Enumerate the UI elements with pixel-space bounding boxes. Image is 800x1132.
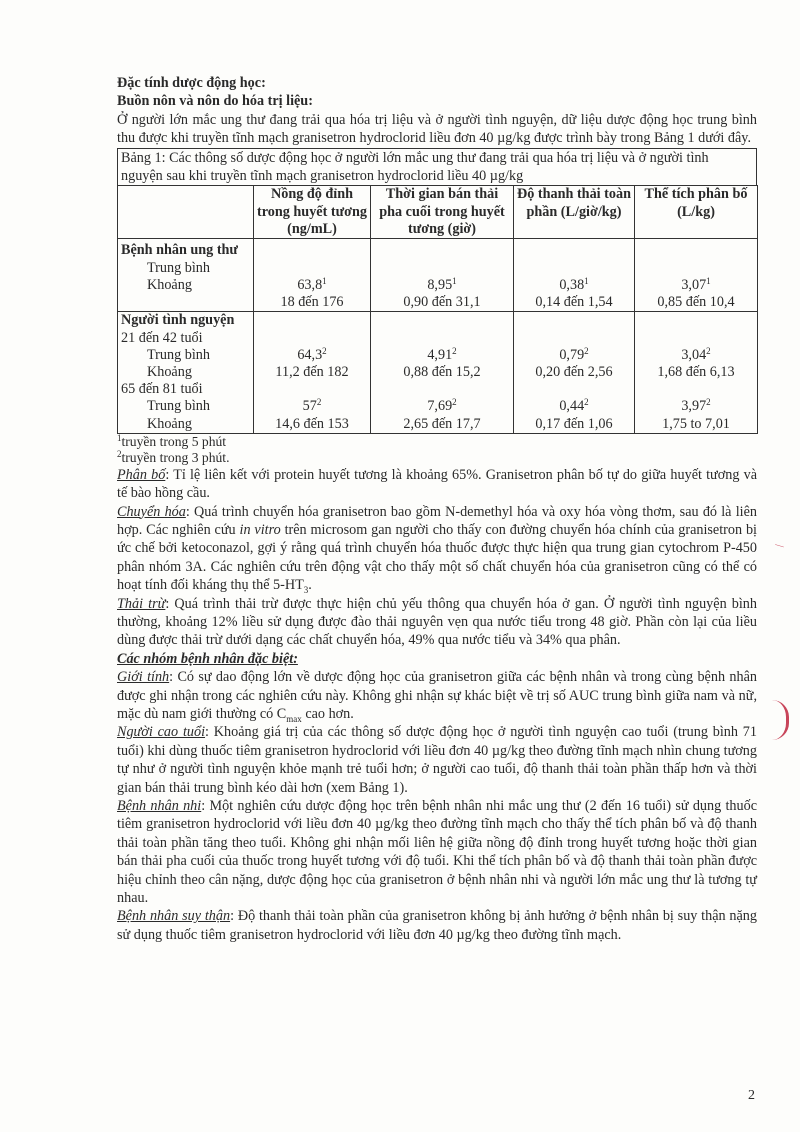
- value: 0,90 đến 31,1: [403, 294, 481, 311]
- age-group-elderly: 65 đến 81 tuổi: [121, 381, 203, 398]
- elimination-label: Thải trừ: [117, 595, 166, 612]
- cell-cancer-volume: 3,07$^1$ 0,85 đến 10,4: [635, 239, 758, 312]
- value: 3,07: [681, 277, 707, 294]
- col-header-halflife: Thời gian bán thải pha cuối trong huyết tương (giờ): [371, 186, 514, 239]
- metabolism-paragraph: Chuyển hóa: Quá trình chuyển hóa granisetron bao gồm N-demethyl hóa và oxy hóa vòng thơm, sau đó là liên hợp. Các nghiên cứu in vitro trên microsom gan người cho thấy con đường chuyển hóa chính của granisetron bị ức chế bởi ketoconazol, gợi ý rằng quá trình chuyển hóa thuốc được thực hiện qua trung gian cytochrom P-450 phân nhóm 3A. Các nghiên cứu trên động vật cho thấy một số chất chuyển hóa của granisetron cũng có thể có hoạt tính đối kháng thụ thể $5-HT_3$.: [117, 503, 757, 595]
- pediatric-label: Bệnh nhân nhi: [117, 798, 202, 815]
- value: 0,85 đến 10,4: [657, 294, 735, 311]
- table-row-cancer: [118, 239, 758, 312]
- row-label-cancer: [118, 239, 254, 312]
- footnote-1: $^1$truyền trong 5 phút: [117, 432, 227, 449]
- stamp-fragment: ⁄: [772, 543, 785, 549]
- label-mean: Trung bình: [147, 398, 210, 415]
- elderly-label: Người cao tuổi: [117, 724, 206, 741]
- label-range: Khoảng: [147, 415, 192, 432]
- group-title-volunteers: Người tình nguyện: [121, 312, 235, 329]
- pk-table: [117, 185, 758, 433]
- document-page: [117, 74, 757, 944]
- col-header-clearance: Độ thanh thải toàn phần (L/giờ/kg): [514, 186, 635, 239]
- intro-paragraph: Ở người lớn mắc ung thư đang trải qua hóa trị liệu và ở người tình nguyện, dữ liệu dược động học trung bình thu được khi truyền tĩnh mạch granisetron hydroclorid liều đơn 40 µg/kg được trình bày trong Bảng 1 dưới đây.: [117, 111, 757, 147]
- value: 0,38: [559, 277, 585, 294]
- special-populations-heading: Các nhóm bệnh nhân đặc biệt:: [117, 650, 298, 667]
- age-group-young: 21 đến 42 tuổi: [121, 329, 203, 346]
- pk-heading: Đặc tính dược động học:: [117, 75, 266, 91]
- elimination-paragraph: Thải trừ: Quá trình thải trừ được thực hiện chủ yếu thông qua chuyển hóa ở gan. Ở người tình nguyện bình thường, khoảng 12% liều sử dụng được đào thải nguyên vẹn qua nước tiểu trong 48 giờ. Phần còn lại của liều dùng được thải trừ dưới dạng các chất chuyển hóa, 49% qua nước tiểu và 34% qua phân.: [117, 595, 757, 649]
- renal-label: Bệnh nhân suy thận: [117, 908, 231, 925]
- value: 0,14 đến 1,54: [535, 294, 613, 311]
- cell-volunteers-peak: 64,3$^2$ 11,2 đến 182 $57^2$ 14,6 đến 153: [254, 312, 371, 433]
- elderly-paragraph: Người cao tuổi: Khoảng giá trị của các thông số dược động học ở người tình nguyện cao tuổi (trung bình 71 tuổi) khi dùng thuốc tiêm granisetron hydroclorid với liều đơn 40 µg/kg theo đường tĩnh mạch nhìn chung tương tự như ở người tình nguyện khỏe mạnh trẻ tuổi hơn; ở người cao tuổi, độ thanh thải toàn phần thấp hơn và thời gian bán thải trung bình kéo dài hơn (xem Bảng 1).: [117, 724, 757, 796]
- label-mean: Trung bình: [147, 346, 210, 363]
- cell-cancer-peak: 63,8$^1$ 18 đến 176: [254, 239, 371, 312]
- metabolism-label: Chuyển hóa: [117, 503, 186, 520]
- page-number: 2: [748, 1088, 755, 1103]
- cell-cancer-halflife: 8,95$^1$ 0,90 đến 31,1: [371, 239, 514, 312]
- gender-label: Giới tính: [117, 669, 170, 686]
- col-header-volume: Thể tích phân bố (L/kg): [635, 186, 758, 239]
- table-row-volunteers: [118, 312, 758, 433]
- cell-volunteers-volume: 3,04$^2$ 1,68 đến 6,13 3,97$^2$ 1,75 to 7,01: [635, 312, 758, 433]
- nausea-heading: Buồn nôn và nôn do hóa trị liệu:: [117, 93, 313, 110]
- cell-volunteers-clearance: 0,79$^2$ 0,20 đến 2,56 0,44$^2$ 0,17 đến 1,06: [514, 312, 635, 433]
- group-title-cancer: Bệnh nhân ung thư: [121, 242, 238, 259]
- table-caption: Bảng 1: Các thông số dược động học ở người lớn mắc ung thư đang trải qua hóa trị liệu và ở người tình nguyện sau khi truyền tĩnh mạch granisetron hydroclorid liều 40 µg/kg: [117, 148, 757, 186]
- distribution-paragraph: Phân bố: Tỉ lệ liên kết với protein huyết tương là khoảng 65%. Granisetron phân bố tự do giữa huyết tương và tế bào hồng cầu.: [117, 466, 758, 502]
- cell-volunteers-halflife: 4,91$^2$ 0,88 đến 15,2 7,69$^2$ 2,65 đến 17,7: [371, 312, 514, 433]
- label-range: Khoảng: [147, 277, 192, 294]
- distribution-label: Phân bố: [117, 466, 166, 483]
- label-range: Khoảng: [147, 363, 192, 380]
- table-header-row: [118, 186, 758, 239]
- stamp-fragment: [772, 700, 789, 740]
- value: 63,8: [297, 277, 323, 294]
- renal-paragraph: Bệnh nhân suy thận: Độ thanh thải toàn phần của granisetron không bị ảnh hưởng ở bệnh nhân bị suy thận nặng sử dụng thuốc tiêm granisetron hydroclorid với liều đơn 40 µg/kg theo đường tĩnh mạch.: [117, 908, 757, 943]
- cell-cancer-clearance: 0,38$^1$ 0,14 đến 1,54: [514, 239, 635, 312]
- footnote-2: $^2$truyền trong 3 phút.: [117, 448, 230, 465]
- row-label-volunteers: [118, 312, 254, 433]
- value: 8,95: [427, 277, 453, 294]
- table-corner-cell: [118, 186, 254, 239]
- pediatric-paragraph: Bệnh nhân nhi: Một nghiên cứu dược động học trên bệnh nhân nhi mắc ung thư (2 đến 16 tuổi) sử dụng thuốc tiêm granisetron hydroclorid với liều đơn 40 µg/kg theo đường tĩnh mạch cho thấy thể tích phân bố và độ thanh thải toàn phần tăng theo tuổi. Không ghi nhận mối liên hệ giữa nồng độ đỉnh trong huyết tương hoặc thời gian bán thải pha cuối của thuốc trong huyết tương với độ tuổi. Khi thể tích phân bố và độ thanh thải toàn phần được hiệu chỉnh theo cân nặng, dược động học của granisetron ở bệnh nhân nhi và người lớn mắc ung thư là tương tự nhau.: [117, 798, 758, 907]
- value: 18 đến 176: [280, 294, 344, 311]
- col-header-peak: Nồng độ đỉnh trong huyết tương (ng/mL): [254, 186, 371, 239]
- label-mean: Trung bình: [147, 260, 210, 277]
- gender-paragraph: Giới tính: Có sự dao động lớn về dược động học của granisetron giữa các bệnh nhân và trong cùng bệnh nhân được ghi nhận trong các nghiên cứu này. Không ghi nhận sự khác biệt về trị số AUC trung bình giữa nam và nữ, mặc dù nam giới thường có $C_{max}$ cao hơn.: [117, 669, 757, 724]
